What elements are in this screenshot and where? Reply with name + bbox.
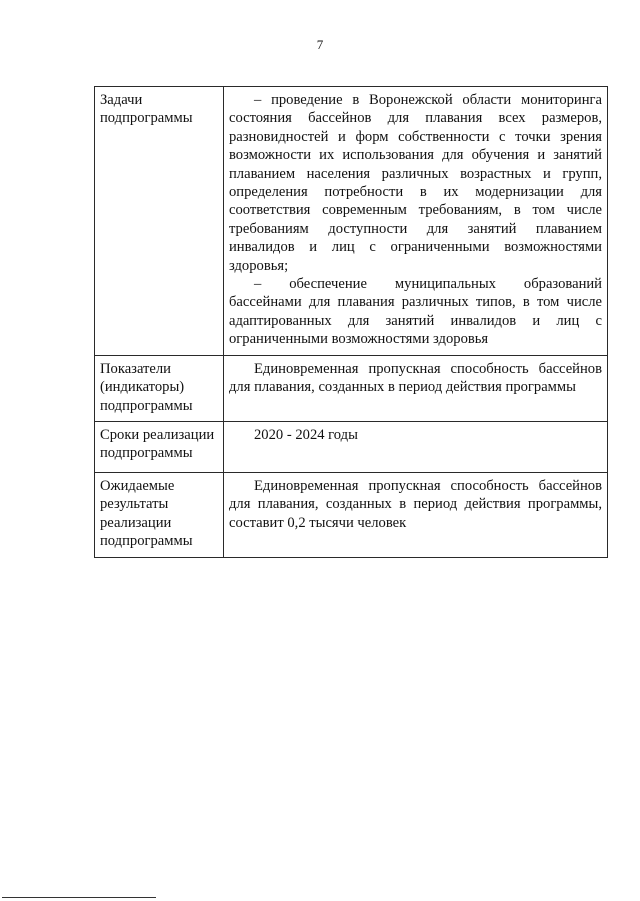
row-label-indicators: Показатели (индикаторы) подпрограммы: [95, 355, 224, 421]
table-row-terms: [95, 421, 608, 472]
row-value-results: [224, 472, 608, 557]
subprogram-passport-table: [94, 86, 608, 558]
row-value-indicators: [224, 355, 608, 421]
page-number: 7: [316, 37, 324, 52]
table-row-indicators: [95, 355, 608, 421]
footnote-separator: [2, 897, 156, 898]
tasks-paragraph-provision: – обеспечение муниципальных образований бассейнами для плавания различных типов, в том числе адаптированных для занятий инвалидов и лиц с ограниченными возможностями здоровья: [229, 276, 602, 348]
indicators-paragraph: Единовременная пропускная способность бассейнов для плавания, созданных в период действия программы: [229, 360, 602, 396]
results-paragraph: Единовременная пропускная способность бассейнов для плавания, созданных в период действия программы, составит 0,2 тысячи человек: [229, 477, 602, 531]
row-value-tasks: [224, 87, 608, 356]
row-label-tasks: Задачи подпрограммы: [95, 87, 224, 356]
tasks-paragraph-monitoring: – проведение в Воронежской области мониторинга состояния бассейнов для плавания всех размеров, разновидностей и форм собственности с точки зрения возможности их использования для обучения и занятий плаванием населения различных возрастных и групп, определения потребности в их модернизации для соответствия современным требованиям, в том числе требованиям доступности для занятий плаванием инвалидов и лиц с ограниченными возможностями здоровья;: [229, 92, 602, 274]
table-row-results: [95, 472, 608, 557]
row-value-terms: [224, 421, 608, 472]
table-row-tasks: [95, 87, 608, 356]
row-label-terms: Сроки реализации подпрограммы: [95, 421, 224, 472]
row-label-results: Ожидаемые результаты реализации подпрограммы: [95, 472, 224, 557]
terms-paragraph: 2020 - 2024 годы: [254, 426, 358, 443]
